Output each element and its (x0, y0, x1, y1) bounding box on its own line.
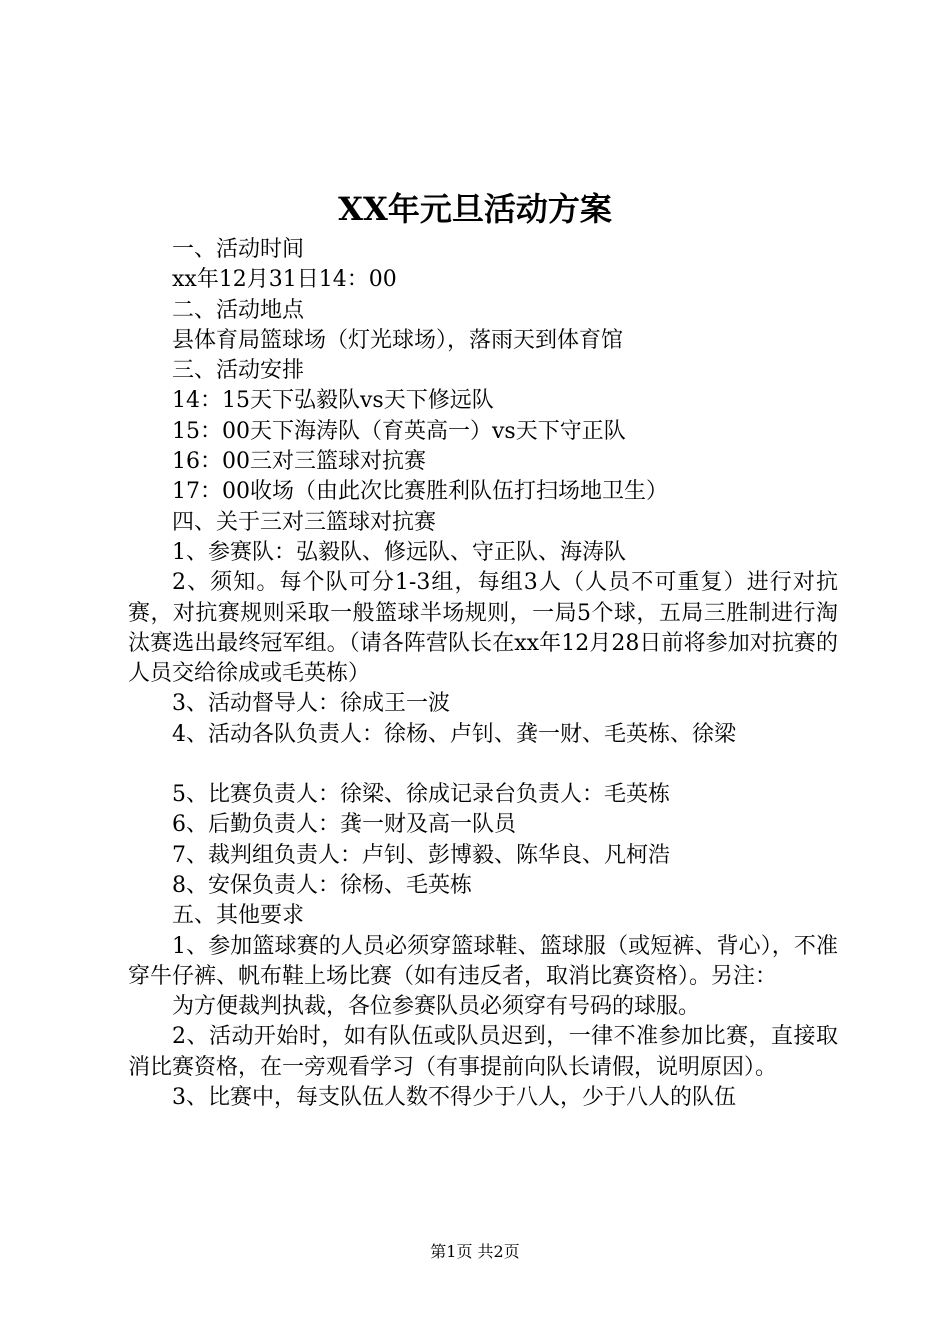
list-item: 8、安保负责人：徐杨、毛英栋 (172, 872, 472, 898)
schedule-item: 15：00天下海涛队（育英高一）vs天下守正队 (172, 418, 626, 444)
location-value: 县体育局篮球场（灯光球场），落雨天到体育馆 (172, 327, 624, 353)
list-item: 7、裁判组负责人：卢钊、彭博毅、陈华良、凡柯浩 (172, 842, 670, 868)
list-item: 3、比赛中，每支队伍人数不得少于八人，少于八人的队伍 (172, 1085, 736, 1111)
list-item: 2、活动开始时，如有队伍或队员迟到，一律不准参加比赛，直接取消比赛资格，在一旁观看学习（有事提前向队长请假，说明原因）。 (128, 1024, 838, 1080)
blank-line (128, 750, 838, 780)
note-paragraph: 为方便裁判执裁，各位参赛队员必须穿有号码的球服。 (172, 994, 701, 1020)
heading-other: 五、其他要求 (172, 903, 305, 929)
page-footer: 第1页 共2页 (430, 1242, 520, 1261)
heading-location: 二、活动地点 (172, 297, 305, 323)
heading-time: 一、活动时间 (172, 237, 305, 262)
schedule-item: 16：00三对三篮球对抗赛 (172, 449, 426, 475)
schedule-item: 17：00收场（由此次比赛胜利队伍打扫场地卫生） (172, 479, 668, 505)
heading-schedule: 三、活动安排 (172, 358, 305, 384)
time-value: xx年12月31日14：00 (172, 267, 397, 293)
list-item: 6、后勤负责人：龚一财及高一队员 (172, 812, 516, 838)
list-item: 1、参加篮球赛的人员必须穿篮球鞋、篮球服（或短裤、背心），不准穿牛仔裤、帆布鞋上场比赛（如有违反者，取消比赛资格）。另注： (128, 933, 838, 989)
list-item: 3、活动督导人：徐成王一波 (172, 691, 450, 717)
list-item: 2、须知。每个队可分1-3组，每组3人（人员不可重复）进行对抗赛，对抗赛规则采取一般篮球半场规则，一局5个球，五局三胜制进行淘汰赛选出最终冠军组。（请各阵营队长在xx年12月28日前将参加对抗赛的人员交给徐成或毛英栋） (128, 570, 838, 687)
schedule-item: 14：15天下弘毅队vs天下修远队 (172, 388, 494, 414)
list-item: 5、比赛负责人：徐梁、徐成记录台负责人：毛英栋 (172, 782, 670, 808)
heading-3v3: 四、关于三对三篮球对抗赛 (172, 509, 437, 535)
list-item: 4、活动各队负责人：徐杨、卢钊、龚一财、毛英栋、徐梁 (172, 721, 736, 747)
list-item: 1、参赛队：弘毅队、修远队、守正队、海涛队 (172, 539, 626, 565)
document-title: XX年元旦活动方案 (338, 190, 612, 228)
document-body (128, 235, 838, 1113)
